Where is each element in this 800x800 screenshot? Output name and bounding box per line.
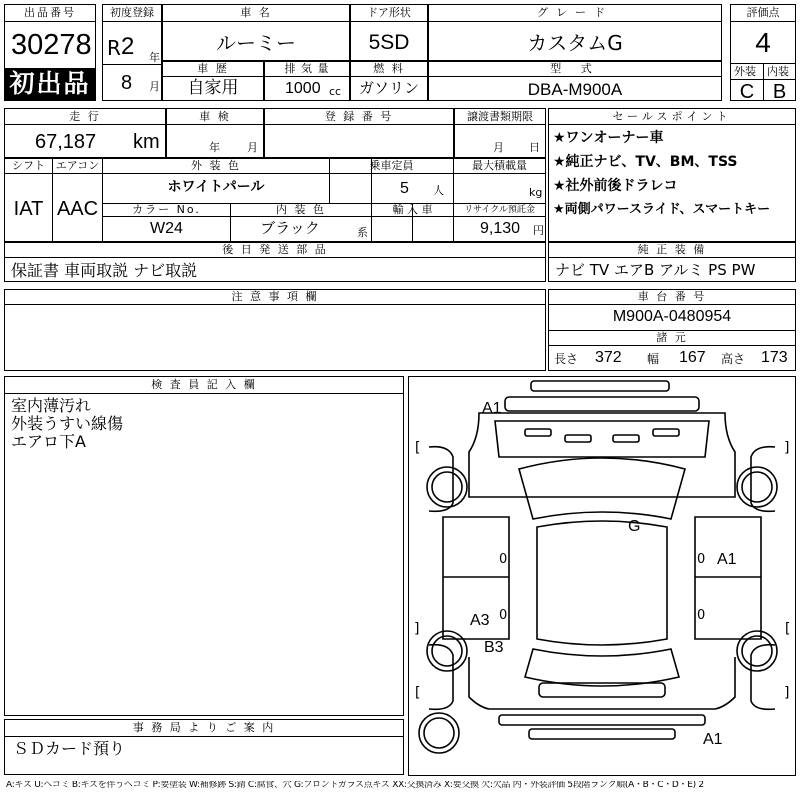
registration-era: R — [107, 36, 121, 60]
lot-label: 出品番号 — [24, 6, 76, 19]
exterior-color-label: 外 装 色 — [191, 159, 241, 172]
registration-month-unit: 月 — [149, 80, 160, 93]
spec-grid — [4, 158, 546, 242]
damage-diagram — [408, 376, 796, 776]
inspector-note: 室内薄汚れ — [11, 396, 92, 415]
interior-color-value: ブラック — [260, 219, 320, 237]
sales-points-label: セールスポイント — [612, 110, 732, 123]
car-name-label: 車 名 — [240, 6, 272, 19]
score-label: 評価点 — [746, 6, 780, 19]
height-label: 高さ — [721, 352, 746, 366]
displacement-box — [264, 61, 350, 101]
damage-mark-left-rear: A3 — [470, 612, 490, 629]
recycle-unit: 円 — [533, 224, 544, 237]
height-value: 173 — [761, 349, 788, 366]
registration-year: 2 — [121, 33, 135, 60]
exterior-score: C — [739, 81, 755, 103]
caution-box — [4, 289, 546, 371]
svg-text:[: [ — [413, 685, 422, 701]
displacement-value: 1000 — [285, 80, 321, 97]
damage-legend: A:キズ U:ヘコミ B:キズを伴うヘコミ P:要塗装 W:補修跡 S:錆 C:腐食、穴 G:フロントガラス点キズ XX:交換済み X:要交換 欠:欠品 内・外装評価 5段階ランク順(A・B・C・D・E) 2 — [6, 781, 704, 790]
length-value: 372 — [595, 349, 622, 366]
model-label: 型 式 — [550, 62, 600, 75]
history-value: 自家用 — [187, 78, 239, 98]
registration-box — [102, 4, 162, 101]
inspector-box — [4, 376, 404, 716]
capacity-unit: 人 — [433, 184, 444, 197]
inspector-note: 外装うすい線傷 — [11, 414, 124, 433]
svg-text:0: 0 — [499, 552, 508, 567]
sales-point: ★ワンオーナー車 — [553, 130, 664, 146]
recycle-label: リサイクル預託金 — [464, 205, 535, 215]
fuel-value: ガソリン — [358, 79, 419, 97]
door-box — [350, 4, 428, 61]
max-load-label: 最大積載量 — [472, 159, 527, 172]
chassis-label: 車 台 番 号 — [637, 290, 707, 303]
shift-value: IAT — [13, 198, 44, 220]
grade-label: グレード — [537, 6, 613, 19]
model-box — [428, 61, 722, 101]
capacity-value: 5 — [400, 180, 409, 197]
later-parts-label: 後 日 発 送 部 品 — [222, 243, 328, 256]
registration-label: 初度登録 — [110, 6, 154, 19]
inspector-note: エアロ下A — [11, 432, 86, 451]
transfer-month-unit: 月 — [493, 141, 504, 154]
office-value: ＳＤカード預り — [13, 739, 126, 758]
recycle-value: 9,130 — [480, 220, 521, 237]
exterior-color-value: ホワイトパール — [167, 179, 265, 195]
inspection-box — [166, 108, 264, 158]
history-box — [162, 61, 264, 101]
inspection-year-unit: 年 — [209, 141, 220, 154]
max-load-unit: kg — [529, 186, 543, 199]
aircon-label: エアコン — [55, 159, 100, 172]
inspector-label: 検 査 員 記 入 欄 — [151, 378, 257, 391]
displacement-unit: cc — [329, 85, 342, 98]
inspection-label: 車 検 — [199, 110, 231, 123]
mileage-value: 67,187 — [35, 131, 97, 153]
width-label: 幅 — [647, 352, 660, 366]
transfer-day-unit: 日 — [529, 141, 540, 154]
damage-mark-roof: G — [628, 518, 641, 535]
svg-text:]: ] — [413, 621, 422, 637]
interior-color-label: 内 装 色 — [276, 203, 326, 216]
svg-text:0: 0 — [499, 608, 508, 623]
sales-point: ★純正ナビ、TV、BM、TSS — [553, 154, 738, 170]
transfer-box — [454, 108, 546, 158]
plate-box — [264, 108, 454, 158]
caution-label: 注 意 事 項 欄 — [231, 290, 319, 303]
score-box — [730, 4, 796, 101]
interior-score: B — [772, 81, 787, 103]
door-value: 5SD — [368, 31, 410, 54]
inspection-month-unit: 月 — [247, 141, 258, 154]
sales-point: ★両側パワースライド、スマートキー — [553, 202, 771, 217]
damage-mark-right: A1 — [717, 551, 737, 568]
lot-number: 30278 — [11, 29, 92, 61]
office-box — [4, 719, 404, 775]
import-label: 輸 入 車 — [392, 203, 433, 216]
sales-point: ★社外前後ドラレコ — [553, 178, 678, 194]
mileage-unit: km — [133, 131, 160, 153]
car-name-value: ルーミー — [216, 31, 296, 55]
svg-text:0: 0 — [697, 552, 706, 567]
exterior-score-label: 外装 — [734, 65, 756, 78]
damage-mark-left-wheel: B3 — [484, 639, 504, 656]
score-value: 4 — [755, 27, 771, 58]
equipment-value: ナビ TV エアB アルミ PS PW — [555, 261, 756, 279]
grade-box — [428, 4, 722, 61]
later-parts-value: 保証書 車両取説 ナビ取説 — [11, 261, 198, 280]
svg-text:]: ] — [783, 440, 792, 456]
capacity-label: 乗車定員 — [369, 159, 414, 172]
transfer-label: 譲渡書類期限 — [467, 110, 533, 123]
length-label: 長さ — [554, 352, 579, 366]
mileage-label: 走 行 — [69, 110, 101, 123]
first-listing-badge: 初出品 — [5, 68, 95, 100]
svg-text:]: ] — [783, 685, 792, 701]
registration-month: 8 — [121, 72, 133, 94]
width-value: 167 — [679, 349, 706, 366]
aircon-value: AAC — [56, 198, 99, 220]
damage-mark-rear: A1 — [703, 731, 723, 748]
lot-box — [4, 4, 96, 101]
grade-value: カスタムG — [527, 31, 623, 55]
office-label: 事 務 局 よ り ご 案 内 — [132, 721, 276, 734]
equipment-label: 純 正 装 備 — [637, 243, 707, 256]
interior-score-label: 内装 — [767, 65, 789, 78]
color-no-value: W24 — [150, 220, 183, 237]
damage-mark-front: A1 — [482, 400, 502, 417]
registration-year-unit: 年 — [149, 51, 160, 64]
dims-label: 諸 元 — [656, 331, 688, 344]
car-name-box — [162, 4, 350, 61]
model-value: DBA-M900A — [527, 80, 623, 99]
shift-label: シフト — [12, 159, 45, 172]
equipment-box — [548, 242, 796, 282]
door-label: ドア形状 — [367, 6, 411, 19]
svg-text:[: [ — [783, 621, 792, 637]
interior-color-suffix: 系 — [357, 226, 368, 239]
chassis-box — [548, 289, 796, 371]
displacement-label: 排 気 量 — [284, 62, 330, 75]
svg-text:0: 0 — [697, 608, 706, 623]
car-outline-icon — [409, 377, 795, 775]
mileage-box — [4, 108, 166, 158]
history-label: 車 歴 — [197, 62, 229, 75]
fuel-label: 燃 料 — [373, 62, 405, 75]
svg-text:[: [ — [413, 440, 422, 456]
plate-label: 登 録 番 号 — [324, 110, 394, 123]
color-no-label: カラー No. — [132, 203, 201, 216]
sales-points-box — [548, 108, 796, 242]
later-parts-box — [4, 242, 546, 282]
chassis-value: M900A-0480954 — [612, 308, 732, 325]
fuel-box — [350, 61, 428, 101]
